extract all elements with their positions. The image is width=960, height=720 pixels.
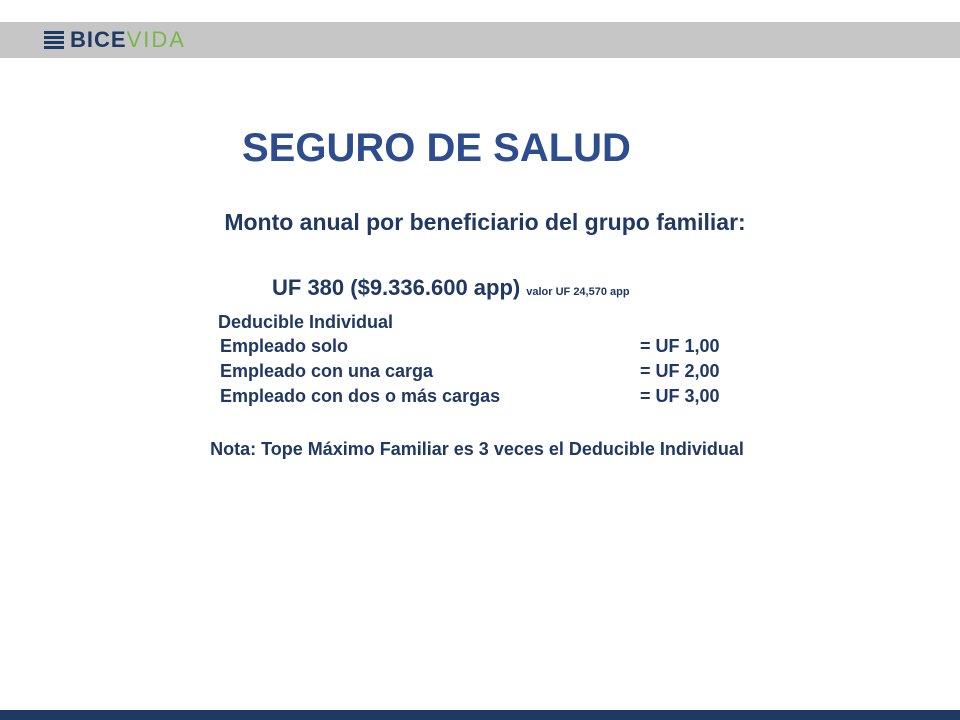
deductible-value: = UF 3,00: [640, 386, 720, 406]
logo-text-vida: VIDA: [126, 27, 186, 52]
deductible-label: Empleado con una carga: [220, 361, 434, 381]
deductible-row: [220, 334, 760, 359]
slide-subtitle: Monto anual por beneficiario del grupo familiar:: [224, 209, 746, 235]
footer-bar: [0, 710, 960, 720]
slide-title: SEGURO DE SALUD: [242, 126, 631, 170]
deductible-heading: Deducible Individual: [218, 312, 394, 332]
deductible-table: [220, 334, 760, 409]
bicevida-logo: [44, 28, 186, 52]
logo-text-bice: BICE: [70, 27, 127, 52]
deductible-row: [220, 359, 760, 384]
deductible-label: Empleado solo: [220, 336, 349, 356]
deductible-row: [220, 384, 760, 409]
family-cap-note: Nota: Tope Máximo Familiar es 3 veces el Deducible Individual: [210, 439, 744, 459]
deductible-label: Empleado con dos o más cargas: [220, 386, 501, 406]
stacked-lines-icon: [44, 31, 64, 49]
deductible-value: = UF 2,00: [640, 361, 720, 381]
header-bar: [0, 22, 960, 58]
amount-value: UF 380 ($9.336.600 app): [272, 275, 521, 300]
deductible-value: = UF 1,00: [640, 336, 720, 356]
annual-amount: [272, 272, 630, 308]
amount-note: valor UF 24,570 app: [526, 286, 630, 298]
